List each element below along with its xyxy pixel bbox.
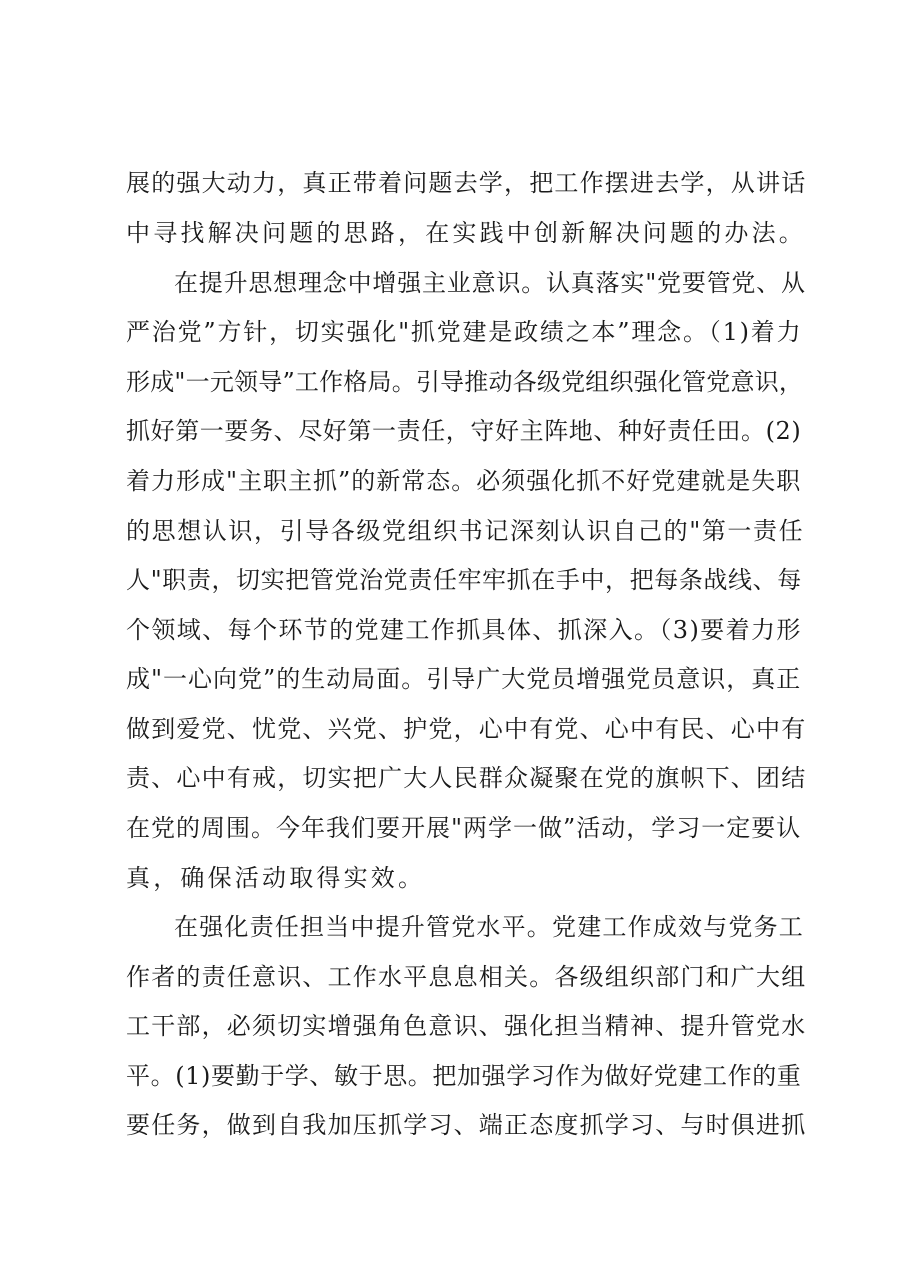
text-line: 展的强大动力，真正带着问题去学，把工作摆进去学，从讲话: [126, 169, 807, 197]
text-line: 形成"一元领导”工作格局。引导推动各级党组织强化管党意识，: [126, 368, 804, 396]
text-line: 严治党”方针，切实强化"抓党建是政绩之本”理念。（1)着力: [126, 318, 803, 346]
text-line: 要任务，做到自我加压抓学习、端正态度抓学习、与时俱进抓: [126, 1111, 807, 1139]
text-line: 人"职责，切实把管党治党责任牢牢抓在手中，把每条战线、每: [126, 566, 802, 594]
text-line: 做到爱党、忧党、兴党、护党，心中有党、心中有民、心中有: [126, 715, 807, 743]
text-line: 在党的周围。今年我们要开展"两学一做”活动，学习一定要认: [126, 814, 802, 842]
text-line: 个领域、每个环节的党建工作抓具体、抓深入。（3)要着力形: [126, 616, 802, 644]
text-line: 作者的责任意识、工作水平息息相关。各级组织部门和广大组: [126, 963, 807, 991]
text-line: 抓好第一要务、尽好第一责任，守好主阵地、种好责任田。(2): [126, 417, 802, 445]
text-line: 工干部，必须切实增强角色意识、强化担当精神、提升管党水: [126, 1012, 807, 1040]
text-line: 成"一心向党”的生动局面。引导广大党员增强党员意识，真正: [126, 665, 802, 693]
paragraph-first-line: 在提升思想理念中增强主业意识。认真落实"党要管党、从: [174, 269, 806, 297]
text-line: 着力形成"主职主抓”的新常态。必须强化抓不好党建就是失职: [126, 467, 802, 495]
text-line: 真，确保活动取得实效。: [126, 864, 426, 892]
text-line: 平。(1)要勤于学、敏于思。把加强学习作为做好党建工作的重: [126, 1062, 802, 1090]
text-line: 中寻找解决问题的思路，在实践中创新解决问题的办法。: [126, 219, 806, 247]
text-line: 的思想认识，引导各级党组织书记深刻认识自己的"第一责任: [126, 517, 805, 545]
paragraph-first-line: 在强化责任担当中提升管党水平。党建工作成效与党务工: [174, 913, 804, 941]
text-line: 责、心中有戒，切实把广大人民群众凝聚在党的旗帜下、团结: [126, 764, 807, 792]
